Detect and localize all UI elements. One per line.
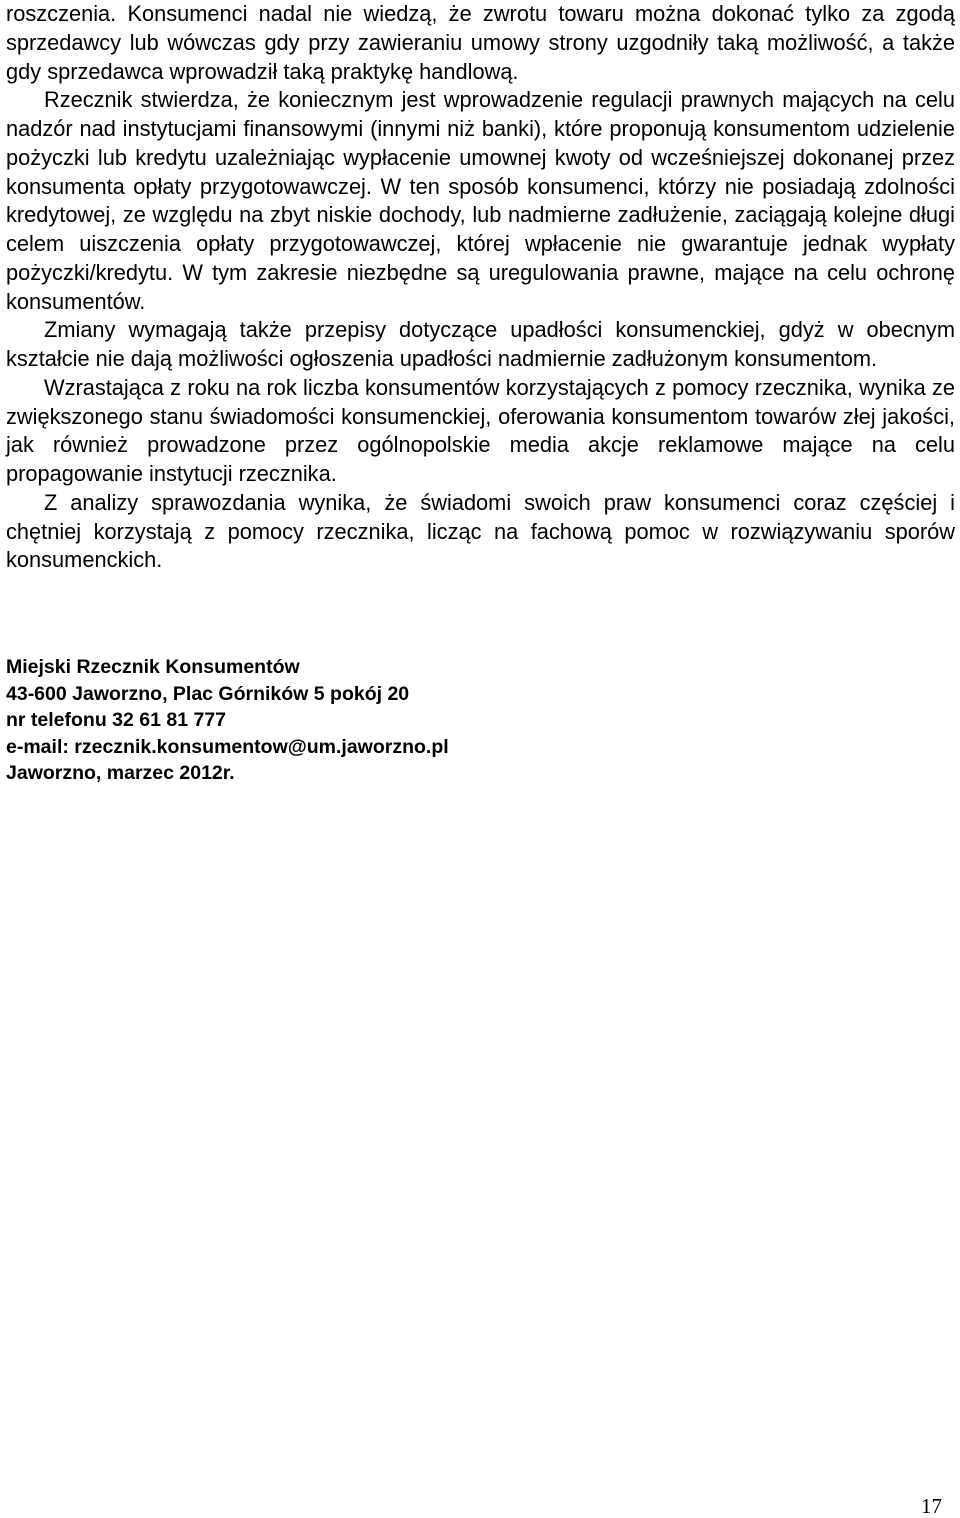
office-name: Miejski Rzecznik Konsumentów <box>6 656 300 678</box>
paragraph-report-conclusion: Z analizy sprawozdania wynika, że świadomi swoich praw konsumenci coraz częściej i chętniej korzystają z pomocy rzecznika, licząc na fachową pomoc w rozwiązywaniu sporów konsumenckich. <box>6 489 955 573</box>
page-number: 17 <box>921 1494 942 1518</box>
place-and-date: Jaworzno, marzec 2012r. <box>6 762 235 784</box>
paragraph-financial-regulation: Rzecznik stwierdza, że koniecznym jest wprowadzenie regulacji prawnych mających na celu nadzór nad instytucjami finansowymi (innymi niż banki), które proponują konsumentom udzielenie pożyczki lub kredytu uzależniając wypłacenie umownej kwoty od wcześniejszej dokonanej przez konsumenta opłaty przygotowawczej. W ten sposób konsumenci, którzy nie posiadają zdolności kredytowej, ze względu na zbyt niskie dochody, lub nadmierne zadłużenie, zaciągają kolejne długi celem uiszczenia opłaty przygotowawczej, której wpłacenie nie gwarantuje jednak wypłaty pożyczki/kredytu. W tym zakresie niezbędne są uregulowania prawne, mające na celu ochronę konsumentów. <box>6 87 955 314</box>
paragraph-consumer-returns: roszczenia. Konsumenci nadal nie wiedzą, że zwrotu towaru można dokonać tylko za zgodą sprzedawcy lub wówczas gdy przy zawieraniu umowy strony uzgodniły taką możliwość, a także gdy sprzedawca wprowadził taką praktykę handlową. <box>6 1 955 84</box>
paragraph-consumer-bankruptcy: Zmiany wymagają także przepisy dotyczące upadłości konsumenckiej, gdyż w obecnym kształcie nie dają możliwości ogłoszenia upadłości nadmiernie zadłużonym konsumentom. <box>6 317 955 371</box>
contact-block <box>6 654 449 787</box>
office-address: 43-600 Jaworzno, Plac Górników 5 pokój 20 <box>6 682 410 705</box>
phone-number: nr telefonu 32 61 81 777 <box>6 709 227 731</box>
document-body <box>6 0 955 575</box>
email-address: e-mail: rzecznik.konsumentow@um.jaworzno.pl <box>6 735 449 758</box>
paragraph-growing-demand: Wzrastająca z roku na rok liczba konsumentów korzystających z pomocy rzecznika, wynika ze zwiększonego stanu świadomości konsumenckiej, oferowania konsumentom towarów złej jakości, jak również prowadzone przez ogólnopolskie media akcje reklamowe mające na celu propagowanie instytucji rzecznika. <box>6 374 955 486</box>
